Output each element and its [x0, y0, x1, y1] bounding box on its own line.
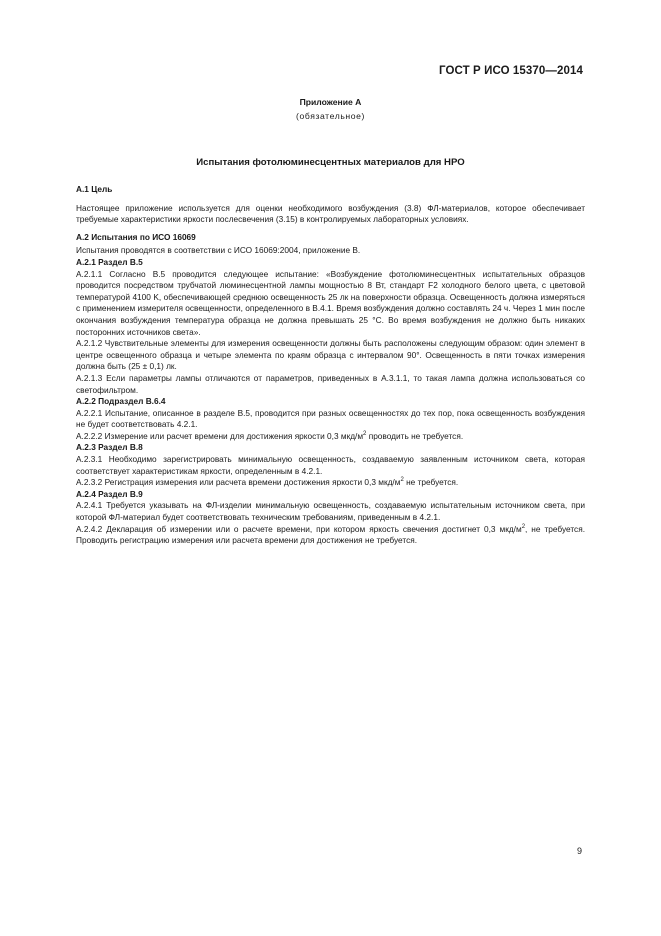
standard-header: ГОСТ Р ИСО 15370—2014	[438, 65, 583, 77]
subsection-a24-heading: А.2.4 Раздел В.9	[76, 488, 143, 499]
annex-label: Приложение А	[299, 97, 362, 107]
subsection-a22-heading: А.2.2 Подраздел В.6.4	[76, 396, 166, 407]
paragraph-a232: А.2.3.2 Регистрация измерения или расчета времени достижения яркости 0,3 мкд/$м^2$ не требуется.	[76, 477, 459, 488]
section-a2-intro: Испытания проводятся в соответствии с ИСО 16069:2004, приложение В.	[76, 245, 361, 256]
section-a1-heading: А.1 Цель	[76, 184, 113, 194]
paragraph-a241: А.2.4.1 Требуется указывать на ФЛ-изделии минимальную освещенность, создаваемую испытательным источником света, при которой ФЛ-материал будет соответствовать техническим требованиям, приведенным в 4.2.1.	[76, 500, 585, 523]
paragraph-a222: А.2.2.2 Измерение или расчет времени для достижения яркости 0,3 мкд/$м^2$ проводить не требуется.	[76, 430, 464, 441]
subsection-a21-heading: А.2.1 Раздел В.5	[76, 256, 143, 267]
section-a1-text: Настоящее приложение используется для оценки необходимого возбуждения (3.8) ФЛ-материалов, которое обеспечивает требуемые характеристики яркости послесвечения (3.15) в контролируемых лабораторных условиях.	[76, 202, 585, 225]
paragraph-a212: А.2.1.2 Чувствительные элементы для измерения освещенности должны быть расположены следующим образом: один элемент в центре освещенного образца и четыре элемента по краям образца с интервалом 90°. Освещенность в пяти точках измерения должна быть (25 ± 0,1) лк.	[76, 338, 585, 372]
section-a2-heading: А.2 Испытания по ИСО 16069	[76, 231, 196, 242]
subsection-a23-heading: А.2.3 Раздел В.8	[76, 442, 143, 453]
paragraph-a231: А.2.3.1 Необходимо зарегистрировать минимальную освещенность, создаваемую заявленным источником света, которая соответствует характеристикам яркости, определенным в 4.2.1.	[76, 454, 585, 476]
paragraph-a211: А.2.1.1 Согласно В.5 проводится следующее испытание: «Возбуждение фотолюминесцентных испытательных образцов проводится посредством трубчатой люминесцентной лампы мощностью 8 Вт, стандарт F2 холодного белого цвета, с цветовой температурой 4100 K, обеспечивающей среднюю освещенность 25 лк на поверхности образца. Освещенность должна измеряться с применением измерителя освещенности, определенного в В.4.1. Время возбуждения должно составлять 24 ч. Через 1 мин после окончания возбуждения температура образца не должна превышать 25 °С. Во время возбуждения не должно быть никаких посторонних источников света».	[76, 268, 586, 337]
paragraph-a213: А.2.1.3 Если параметры лампы отличаются от параметров, приведенных в А.3.1.1, то такая лампа должна использоваться со светофильтром.	[76, 372, 585, 395]
page-title: Испытания фотолюминесцентных материалов для НРО	[196, 157, 465, 168]
document-body	[76, 184, 585, 547]
paragraph-a242: А.2.4.2 Декларация об измерении или о расчете времени, при котором яркость свечения достигнет 0,3 мкд/$м^2$, не требуется. Проводить регистрацию измерения или расчета времени для достижения не требуется.	[76, 523, 585, 546]
annex-block	[0, 95, 661, 123]
annex-status: (обязательное)	[296, 111, 365, 121]
page-number: 9	[576, 846, 582, 856]
paragraph-a221: А.2.2.1 Испытание, описанное в разделе В.5, проводится при разных освещенностях до тех пор, пока освещенность возбуждения не будет соответствовать 4.2.1.	[76, 407, 585, 430]
